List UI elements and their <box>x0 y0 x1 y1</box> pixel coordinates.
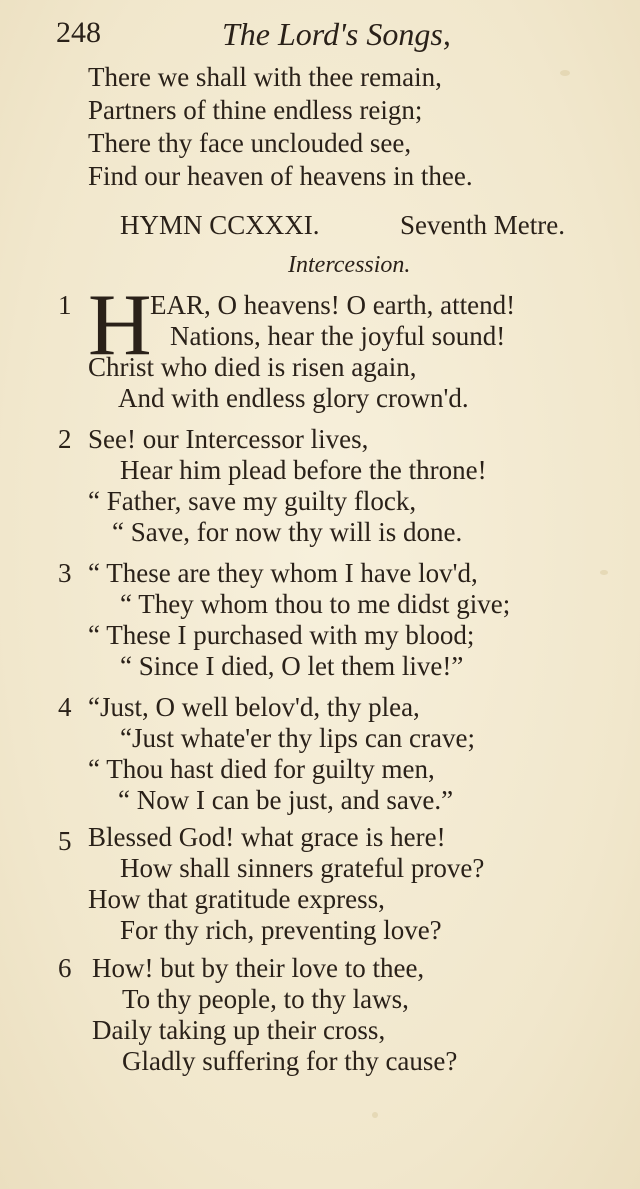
stanza-number: 4 <box>58 692 72 722</box>
verse-line: Blessed God! what grace is here! <box>88 822 446 852</box>
verse-line: “ They whom thou to me didst give; <box>120 589 511 619</box>
verse-line: “ Save, for now thy will is done. <box>112 517 463 547</box>
verse-line: How! but by their love to thee, <box>92 953 425 983</box>
stanza-number: 6 <box>58 953 72 983</box>
verse-line: “ Since I died, O let them live!” <box>120 651 464 681</box>
hymn-number: HYMN CCXXXI. <box>120 210 320 240</box>
hymn-subtitle: Intercession. <box>288 252 411 278</box>
verse-line: There thy face unclouded see, <box>88 128 412 158</box>
paper-stain <box>600 570 608 575</box>
verse-line: “Just whate'er thy lips can crave; <box>120 723 475 753</box>
verse-line: Daily taking up their cross, <box>92 1015 386 1045</box>
hymn-title <box>120 210 565 241</box>
verse-line: “ Thou hast died for guilty men, <box>88 754 435 784</box>
verse-line: For thy rich, preventing love? <box>120 915 442 945</box>
verse-line: There we shall with thee remain, <box>88 62 442 92</box>
hymn-metre: Seventh Metre. <box>400 210 565 240</box>
verse-line: “ These I purchased with my blood; <box>88 620 475 650</box>
verse-line: Hear him plead before the throne! <box>120 455 487 485</box>
page-number: 248 <box>56 16 101 49</box>
paper-stain <box>560 70 570 76</box>
verse-line: And with endless glory crown'd. <box>118 383 469 413</box>
verse-line: How that gratitude express, <box>88 884 385 914</box>
verse-line: How shall sinners grateful prove? <box>120 853 485 883</box>
verse-line: “Just, O well belov'd, thy plea, <box>88 692 420 722</box>
verse-line: Find our heaven of heavens in thee. <box>88 161 473 191</box>
verse-line: See! our Intercessor lives, <box>88 424 369 454</box>
stanza-number: 5 <box>58 826 72 856</box>
page-header <box>0 14 640 58</box>
stanza-number: 1 <box>58 290 72 320</box>
stanza-number: 3 <box>58 558 72 588</box>
verse-line: Gladly suffering for thy cause? <box>122 1046 458 1076</box>
stanza-number: 2 <box>58 424 72 454</box>
verse-line: “ Now I can be just, and save.” <box>118 785 454 815</box>
running-head: The Lord's Songs, <box>222 16 451 52</box>
drop-cap: H <box>88 277 152 374</box>
verse-line: EAR, O heavens! O earth, attend! <box>150 290 516 320</box>
verse-line: “ These are they whom I have lov'd, <box>88 558 478 588</box>
paper-stain <box>372 1112 378 1118</box>
verse-line: Nations, hear the joyful sound! <box>170 321 506 351</box>
verse-line: To thy people, to thy laws, <box>122 984 409 1014</box>
verse-line: Christ who died is risen again, <box>88 352 417 382</box>
verse-line: “ Father, save my guilty flock, <box>88 486 417 516</box>
verse-line: Partners of thine endless reign; <box>88 95 423 125</box>
